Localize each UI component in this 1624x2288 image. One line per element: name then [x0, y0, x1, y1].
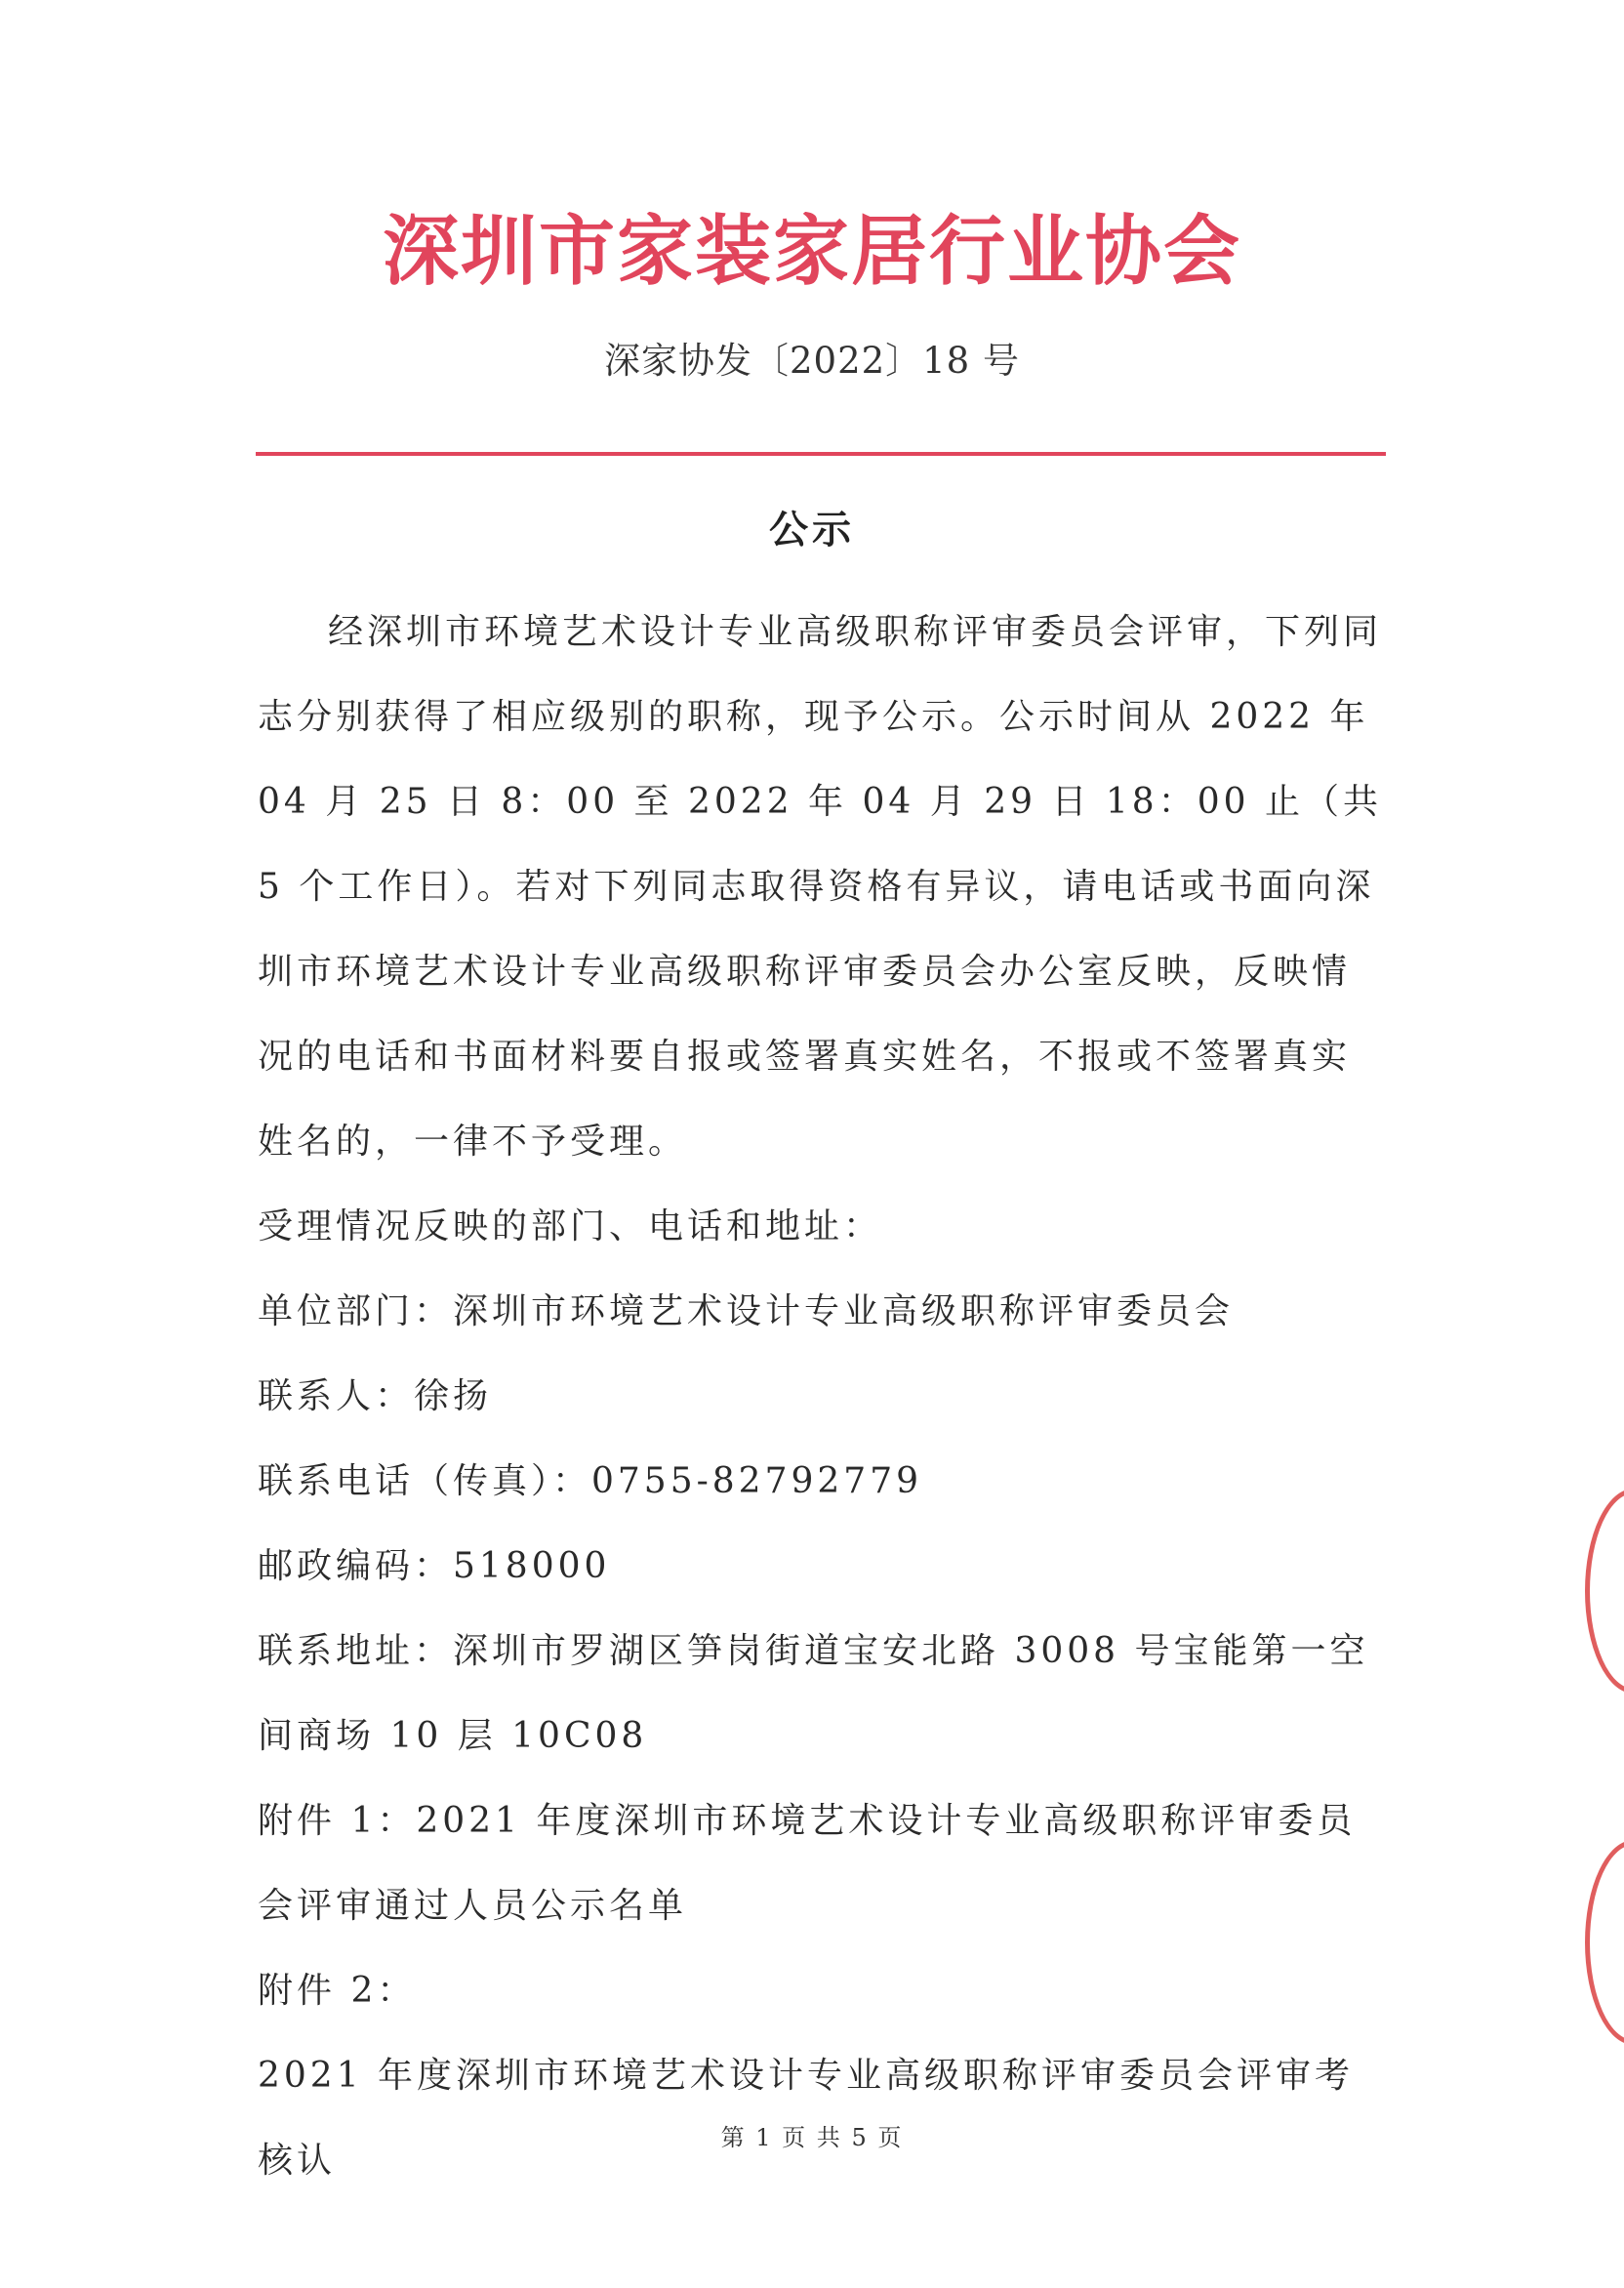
- attachment-2-label: 附件 2：: [258, 1971, 417, 2011]
- notice-body: [258, 590, 1386, 2203]
- department-line: 单位部门：深圳市环境艺术设计专业高级职称评审委员会: [258, 1291, 1235, 1331]
- contact-heading: 受理情况反映的部门、电话和地址：: [258, 1206, 883, 1246]
- phone-line: 联系电话（传真）：0755-82792779: [258, 1461, 923, 1501]
- org-letterhead-title: 深圳市家装家居行业协会: [382, 207, 1241, 296]
- intro-paragraph: 经深圳市环境艺术设计专业高级职称评审委员会评审，下列同志分别获得了相应级别的职称，现予公示。公示时间从 2022 年 04 月 25 日 8：00 至 2022 年 04 月 29 日 18：00 止（共 5 个工作日）。若对下列同志取得资格有异议，请电话或书面向深圳市环境艺术设计专业高级职称评审委员会办公室反映，反映情况的电话和书面材料要自报或签署真实姓名，不报或不签署真实姓名的，一律不予受理。: [258, 612, 1383, 1162]
- seal-stamp-fragment: [1585, 1489, 1624, 1694]
- page-footer: 第 1 页 共 5 页: [720, 2124, 904, 2151]
- red-divider-line: [256, 452, 1386, 456]
- seal-stamp-fragment: [1585, 1840, 1624, 2045]
- attachment-2-text: 2021 年度深圳市环境艺术设计专业高级职称评审委员会评审考核认: [258, 2056, 1355, 2181]
- contact-person-line: 联系人：徐扬: [258, 1376, 493, 1416]
- notice-title: 公示: [769, 507, 855, 552]
- attachment-1-line: 附件 1：2021 年度深圳市环境艺术设计专业高级职称评审委员会评审通过人员公示名单: [258, 1801, 1357, 1926]
- document-number: 深家协发〔2022〕18 号: [603, 340, 1020, 382]
- postcode-line: 邮政编码：518000: [258, 1546, 611, 1586]
- address-line: 联系地址：深圳市罗湖区笋岗街道宝安北路 3008 号宝能第一空间商场 10 层 10C08: [258, 1631, 1369, 1756]
